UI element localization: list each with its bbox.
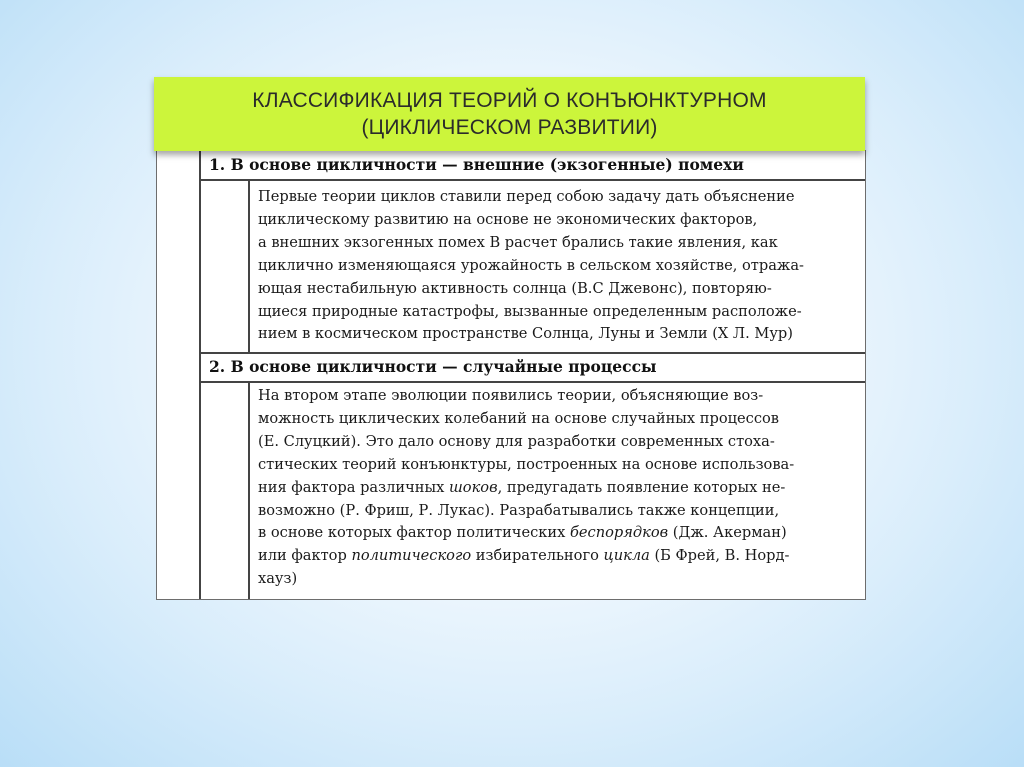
section-body [258,186,862,346]
title-banner [154,77,865,151]
text-segment: а внешних экзогенных помех В расчет брались такие явления, как [258,233,778,251]
text-segment: (Дж. Акерман) [668,524,787,542]
text-segment: хауз) [258,570,298,588]
section-heading: 2. В основе цикличности — случайные процессы [209,357,657,376]
text-line [258,301,862,324]
text-segment: (Б Фрей, В. Норд- [649,547,790,565]
text-segment: нием в космическом пространстве Солнца, Луны и Земли (Х Л. Мур) [258,325,793,343]
table-divider [248,382,250,599]
text-line [258,232,862,255]
title-line-1: КЛАССИФИКАЦИЯ ТЕОРИЙ О КОНЪЮНКТУРНОМ [252,89,767,112]
text-line [258,255,862,278]
text-line [258,323,862,346]
text-segment: На втором этапе эволюции появились теории, объясняющие воз- [258,387,764,404]
text-line [258,500,862,523]
text-segment: или фактор [258,547,352,565]
text-line [258,522,862,545]
text-line [258,545,862,568]
text-segment: циклическому развитию на основе не экономических факторов, [258,210,758,228]
italic-term: шоков [448,478,498,496]
italic-term: цикла [603,547,650,565]
text-segment: щиеся природные катастрофы, вызванные определенным расположе- [258,302,802,320]
text-segment: в основе которых фактор политических [258,524,570,542]
text-segment: возможно (Р. Фриш, Р. Лукас). Разрабатывались также концепции, [258,501,780,519]
table-divider [199,151,201,599]
italic-term: беспорядков [569,524,669,542]
text-line [258,568,862,591]
text-segment: избирательного [471,547,604,565]
text-line [258,186,862,209]
text-segment: , предугадать появление которых не- [497,478,786,496]
text-segment: (Е. Слуцкий). Это дало основу для разработки современных стоха- [258,432,775,450]
text-line [258,431,862,454]
title-line-2: (ЦИКЛИЧЕСКОМ РАЗВИТИИ) [361,116,658,139]
section-heading: 1. В основе цикличности — внешние (экзогенные) помехи [209,155,744,174]
table-divider [248,180,250,353]
text-segment: стических теорий конъюнктуры, построенных на основе использова- [258,455,795,473]
text-segment: ния фактора различных [258,478,449,496]
text-line [258,477,862,500]
table-divider [199,352,865,354]
text-segment: ющая нестабильную активность солнца (В.С Джевонс), повторяю- [258,279,772,297]
italic-term: политического [351,547,472,565]
text-segment: Первые теории циклов ставили перед собою задачу дать объяснение [258,188,795,205]
text-segment: циклично изменяющаяся урожайность в сельском хозяйстве, отража- [258,256,804,274]
text-line [258,209,862,232]
text-line [258,408,862,431]
text-line [258,454,862,477]
text-segment: можность циклических колебаний на основе случайных процессов [258,409,780,427]
table-divider [199,381,865,383]
table-divider [199,179,865,181]
section-body [258,385,862,591]
text-line [258,385,862,408]
text-line [258,278,862,301]
